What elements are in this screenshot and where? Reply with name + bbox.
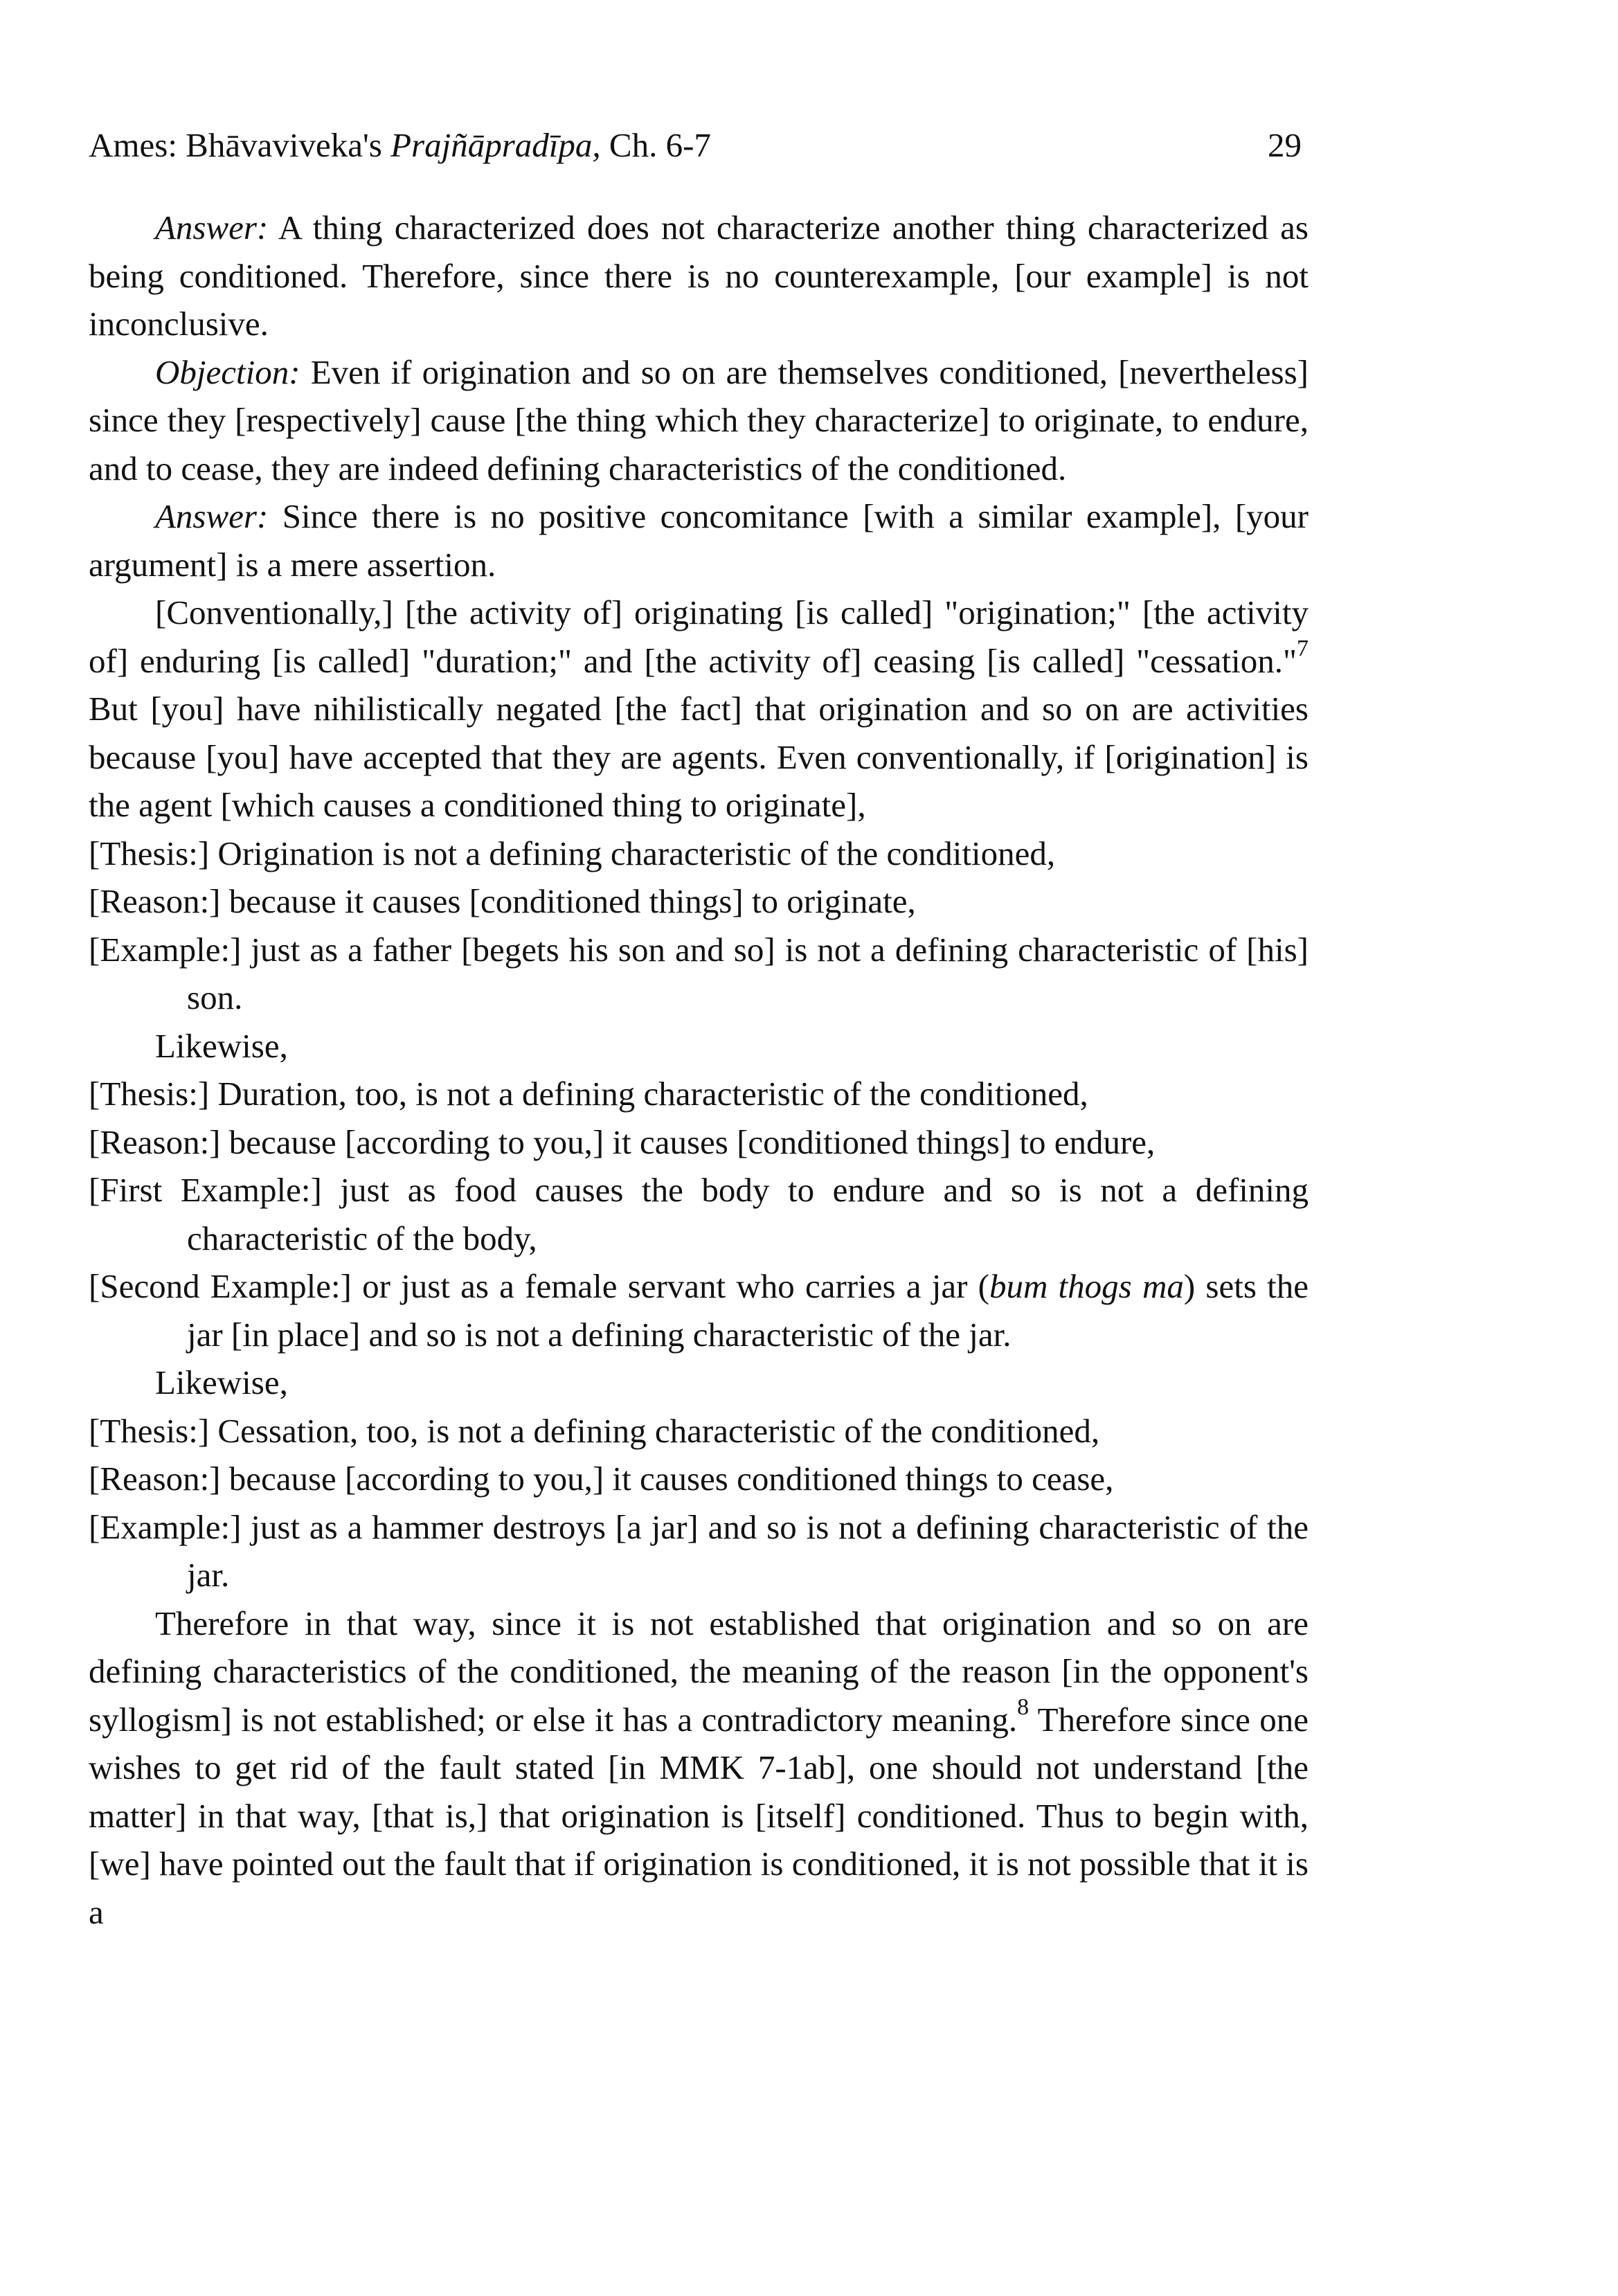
paragraph-text: But [you] have nihilistically negated [the fact] that origination and so on are activities because [you] have accepted that they are agents. Even conventionally, if [origination] is the agent [which causes a conditioned thing to originate], bbox=[89, 690, 1309, 824]
syllogism-2-reason: [Reason:] because [according to you,] it causes [conditioned things] to endure, bbox=[89, 1122, 1156, 1161]
syllogism-1-example: [Example:] just as a father [begets his son and so] is not a defining characteristic of [his] son. bbox=[89, 930, 1309, 1016]
syllogism-3-example: [Example:] just as a hammer destroys [a jar] and so is not a defining characteristic of the jar. bbox=[89, 1507, 1309, 1594]
syllogism-3-reason: [Reason:] because [according to you,] it causes conditioned things to cease, bbox=[89, 1460, 1114, 1498]
paragraph-text: Even if origination and so on are themselves conditioned, [nevertheless] since they [respectively] cause [the thing which they characterize] to originate, to endure, and to cease, they are indeed defining characteristics of the conditioned. bbox=[89, 352, 1309, 487]
paragraph-objection bbox=[89, 348, 1309, 493]
paragraph-answer-2 bbox=[89, 492, 1309, 589]
main-text bbox=[89, 204, 1309, 1936]
tibetan-term: bum thogs ma bbox=[989, 1267, 1184, 1305]
header-author: Ames: Bhāvaviveka's bbox=[89, 126, 391, 164]
paragraph-text: Since there is no positive concomitance [with a similar example], [your argument] is a mere assertion. bbox=[89, 497, 1309, 584]
header-title bbox=[89, 125, 711, 166]
example-text: [Second Example:] or just as a female servant who carries a jar ( bbox=[89, 1267, 989, 1305]
paragraph-conventional bbox=[89, 589, 1309, 829]
example-text: ) sets the jar [in place] and so is not a defining characteristic of the jar. bbox=[187, 1267, 1309, 1354]
footnote-marker: 8 bbox=[1017, 1694, 1030, 1721]
running-header bbox=[89, 125, 1309, 166]
page-number: 29 bbox=[1268, 126, 1302, 164]
likewise-2: Likewise, bbox=[155, 1363, 288, 1401]
paragraph-conclusion bbox=[89, 1599, 1309, 1937]
header-chapter: Ch. 6-7 bbox=[600, 126, 711, 164]
syllogism-1-thesis: [Thesis:] Origination is not a defining characteristic of the conditioned, bbox=[89, 834, 1056, 872]
document-page bbox=[89, 125, 1309, 1936]
likewise-1: Likewise, bbox=[155, 1026, 288, 1065]
syllogism-1-reason: [Reason:] because it causes [conditioned things] to originate, bbox=[89, 882, 916, 920]
paragraph-text: A thing characterized does not characterize another thing characterized as being conditioned. Therefore, since there is no counterexample, [our example] is not inconclusive. bbox=[89, 208, 1309, 343]
header-work-title: Prajñāpradīpa, bbox=[390, 126, 601, 164]
speaker-label: Answer: bbox=[155, 208, 269, 246]
paragraph-answer-1 bbox=[89, 204, 1309, 348]
footnote-marker: 7 bbox=[1297, 636, 1309, 662]
paragraph-text: [Conventionally,] [the activity of] originating [is called] "origination;" [the activity of] enduring [is called] "duration;" and [the activity of] ceasing [is called] "cessation." bbox=[89, 593, 1309, 680]
paragraph-text: Therefore in that way, since it is not established that origination and so on are defining characteristics of the conditioned, the meaning of the reason [in the opponent's syllogism] is not established; or else it has a contradictory meaning. bbox=[89, 1604, 1309, 1739]
speaker-label: Objection: bbox=[155, 352, 300, 391]
syllogism-2-first-example: [First Example:] just as food causes the body to endure and so is not a defining characteristic of the body, bbox=[89, 1171, 1309, 1257]
syllogism-3-thesis: [Thesis:] Cessation, too, is not a defining characteristic of the conditioned, bbox=[89, 1411, 1100, 1450]
syllogism-2-second-example bbox=[89, 1262, 1309, 1358]
speaker-label: Answer: bbox=[155, 497, 269, 535]
syllogism-2-thesis: [Thesis:] Duration, too, is not a defining characteristic of the conditioned, bbox=[89, 1075, 1088, 1113]
paragraph-text: Therefore since one wishes to get rid of the fault stated [in MMK 7-1ab], one should not understand [the matter] in that way, [that is,] that origination is [itself] conditioned. Thus to begin with, [we] have pointed out the fault that if origination is conditioned, it is not possible that it is a bbox=[89, 1700, 1309, 1931]
